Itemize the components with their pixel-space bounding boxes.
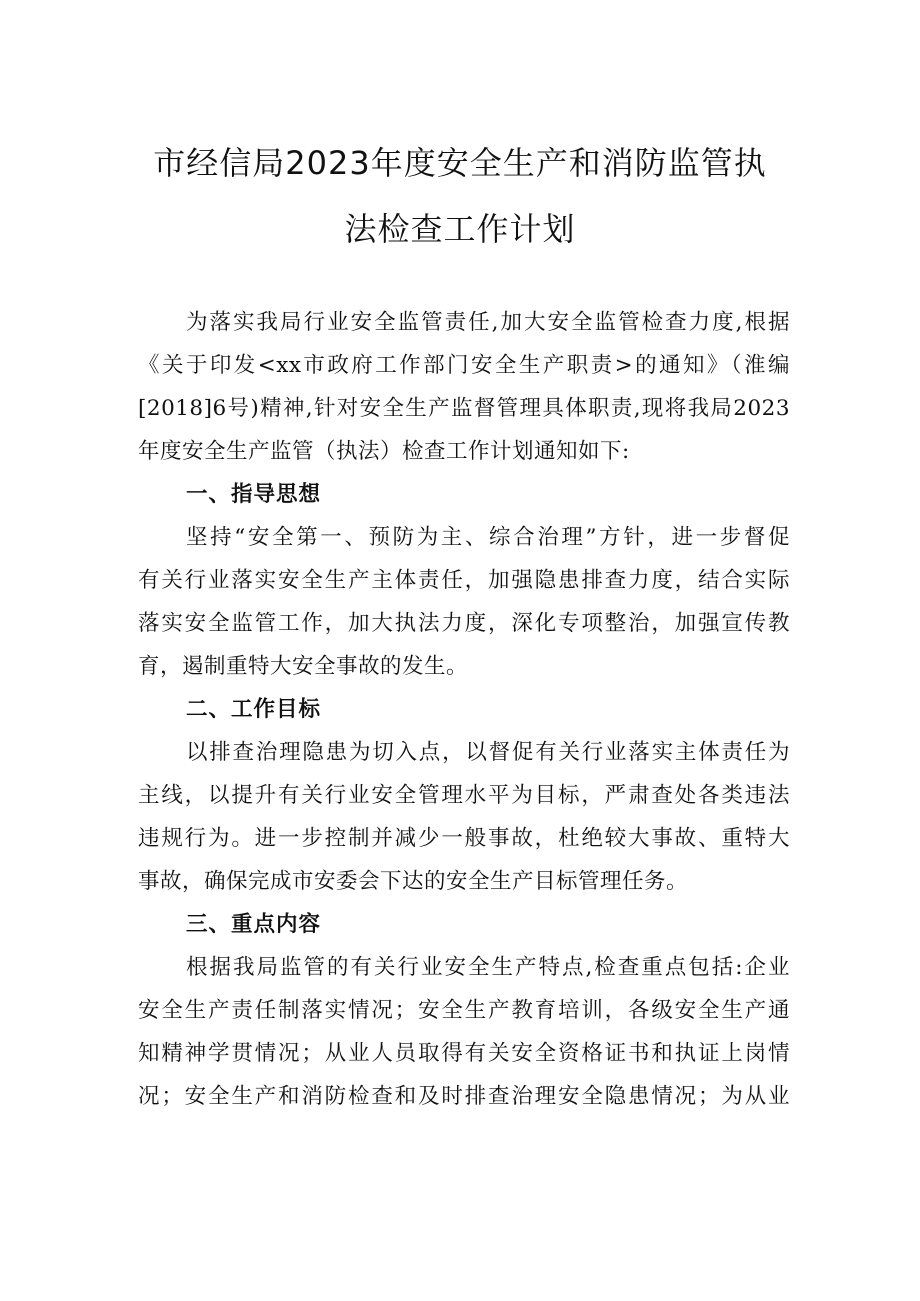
- section-2-line-4: 事故，确保完成市安委会下达的安全生产目标管理任务。: [138, 869, 689, 894]
- section-1-line-3: 落实安全监管工作，加大执法力度，深化专项整治，加强宣传教: [138, 611, 790, 636]
- section-2-line-1: 以排查治理隐患为切入点，以督促有关行业落实主体责任为: [186, 740, 790, 765]
- section-2-line-3: 违规行为。进一步控制并减少一般事故，杜绝较大事故、重特大: [138, 826, 790, 851]
- document-title-line-1: 市经信局2023年度安全生产和消防监管执: [153, 144, 767, 182]
- intro-line-2: 《关于印发<xx市政府工作部门安全生产职责>的通知》（淮编: [138, 353, 790, 378]
- section-3-line-1: 根据我局监管的有关行业安全生产特点,检查重点包括:企业: [186, 955, 790, 980]
- section-3-line-2: 安全生产责任制落实情况；安全生产教育培训，各级安全生产通: [138, 998, 790, 1023]
- section-3-heading: 三、重点内容: [186, 912, 322, 937]
- section-1-line-4: 育，遏制重特大安全事故的发生。: [138, 654, 469, 679]
- intro-line-4: 年度安全生产监管（执法）检查工作计划通知如下:: [138, 439, 630, 464]
- intro-line-3: [2018]6号)精神,针对安全生产监督管理具体职责,现将我局2023: [138, 396, 790, 421]
- section-3-line-4: 况；安全生产和消防检查和及时排查治理安全隐患情况；为从业: [138, 1084, 790, 1109]
- section-2-line-2: 主线，以提升有关行业安全管理水平为目标，严肃查处各类违法: [138, 783, 790, 808]
- section-3-line-3: 知精神学贯情况；从业人员取得有关安全资格证书和执证上岗情: [138, 1041, 790, 1066]
- section-1-line-1: 坚持“安全第一、预防为主、综合治理”方针，进一步督促: [186, 525, 790, 550]
- document-title-line-2: 法检查工作计划: [344, 210, 576, 248]
- section-2-heading: 二、工作目标: [186, 697, 322, 722]
- intro-line-1: 为落实我局行业安全监管责任,加大安全监管检查力度,根据: [186, 310, 790, 335]
- section-1-line-2: 有关行业落实安全生产主体责任，加强隐患排查力度，结合实际: [138, 568, 790, 593]
- section-1-heading: 一、指导思想: [186, 482, 322, 507]
